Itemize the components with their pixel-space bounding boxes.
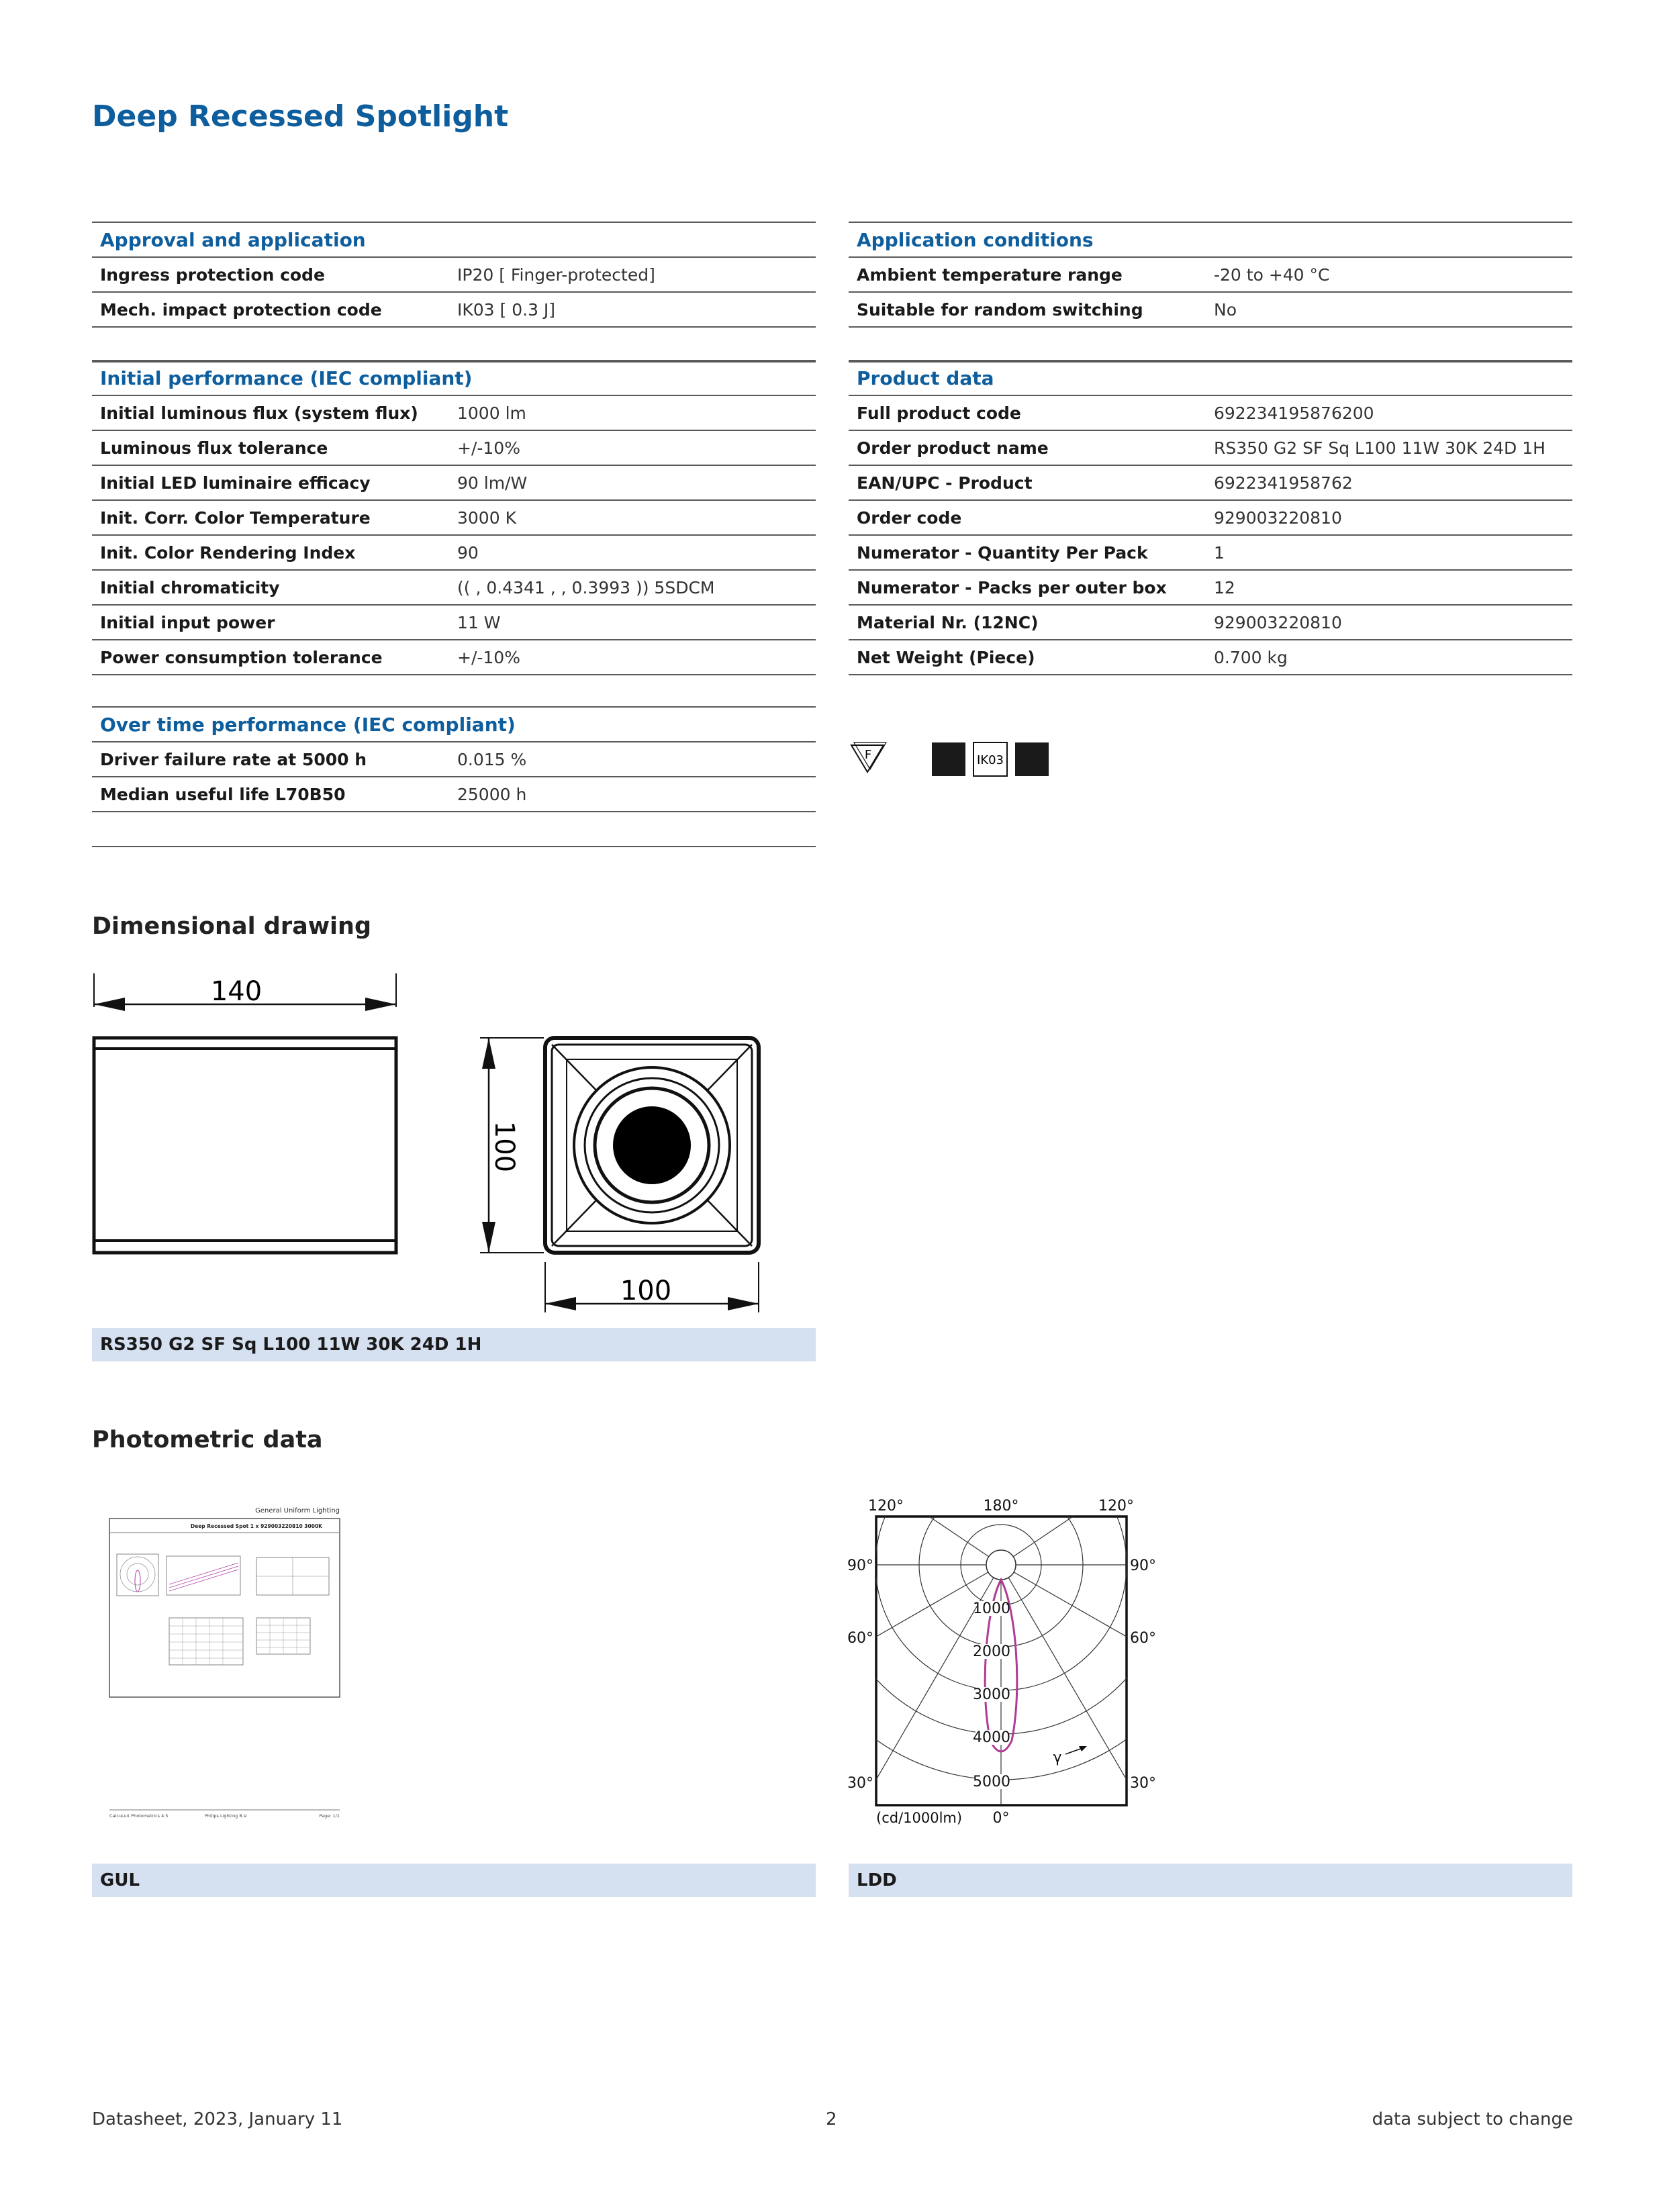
spec-value: No <box>1206 292 1572 327</box>
spec-key: Median useful life L70B50 <box>92 777 449 812</box>
spec-key: Initial chromaticity <box>92 570 449 605</box>
angle-label: 0° <box>992 1810 1010 1827</box>
conditions-table <box>849 222 1572 363</box>
spec-key: Numerator - Quantity Per Pack <box>849 535 1206 570</box>
certification-symbols <box>847 737 1062 780</box>
dimensional-heading: Dimensional drawing <box>92 913 372 940</box>
footer-date: Datasheet, 2023, January 11 <box>92 2109 343 2129</box>
depth-dimension-label: 100 <box>620 1276 672 1306</box>
gul-caption: GUL <box>92 1864 816 1897</box>
dimensional-caption: RS350 G2 SF Sq L100 11W 30K 24D 1H <box>92 1328 816 1361</box>
f-mark-icon <box>851 742 886 772</box>
spec-key: Full product code <box>849 395 1206 430</box>
ldd-caption: LDD <box>849 1864 1572 1897</box>
spec-key: Power consumption tolerance <box>92 640 449 675</box>
page-title: Deep Recessed Spotlight <box>92 99 509 134</box>
gul-footer-mid: Philips Lighting B.V. <box>205 1813 248 1819</box>
spec-value: +/-10% <box>449 640 816 675</box>
ring-label: 2000 <box>973 1643 1010 1660</box>
angle-label: 60° <box>1130 1630 1156 1647</box>
spec-value: 0.700 kg <box>1206 640 1572 675</box>
spec-key: Driver failure rate at 5000 h <box>92 742 449 777</box>
spec-key: Order code <box>849 500 1206 535</box>
gul-header-text: General Uniform Lighting <box>255 1507 340 1514</box>
spec-key: EAN/UPC - Product <box>849 465 1206 500</box>
spec-value: 929003220810 <box>1206 605 1572 640</box>
dimensional-drawing <box>87 973 772 1329</box>
spec-value: 1000 lm <box>449 395 816 430</box>
photometric-heading: Photometric data <box>92 1427 323 1453</box>
ik-rating-text: IK03 <box>976 753 1004 767</box>
approval-table <box>92 222 816 363</box>
spacer-row <box>92 812 816 847</box>
footer-page-number: 2 <box>826 2109 837 2129</box>
product-heading: Product data <box>849 360 1572 395</box>
spec-key: Luminous flux tolerance <box>92 430 449 465</box>
ring-label: 4000 <box>973 1729 1010 1746</box>
gul-footer-right: Page: 1/1 <box>319 1813 340 1819</box>
product-data-table <box>849 360 1572 675</box>
spec-value: 692234195876200 <box>1206 395 1572 430</box>
footer-disclaimer: data subject to change <box>1372 2109 1573 2129</box>
angle-label: 120° <box>868 1498 904 1514</box>
ring-label: 1000 <box>973 1600 1010 1617</box>
spec-value: 11 W <box>449 605 816 640</box>
angle-label: 30° <box>1130 1775 1156 1792</box>
spec-value: IP20 [ Finger-protected] <box>449 257 816 292</box>
ldd-polar-diagram <box>836 1487 1156 1836</box>
spec-key: Numerator - Packs per outer box <box>849 570 1206 605</box>
overtime-performance-table <box>92 706 816 847</box>
initial-performance-table <box>92 360 816 675</box>
angle-label: 180° <box>983 1498 1019 1514</box>
spec-key: Initial luminous flux (system flux) <box>92 395 449 430</box>
ring-label: 5000 <box>973 1774 1010 1790</box>
angle-label: 30° <box>847 1775 873 1792</box>
height-dimension-label: 100 <box>489 1120 520 1173</box>
gamma-label: γ <box>1053 1749 1062 1766</box>
spec-value: 25000 h <box>449 777 816 812</box>
spec-value: 90 lm/W <box>449 465 816 500</box>
spec-value: RS350 G2 SF Sq L100 11W 30K 24D 1H <box>1206 430 1572 465</box>
f-mark-text: F <box>864 748 872 762</box>
side-view <box>94 973 396 1253</box>
angle-label: 90° <box>847 1557 873 1574</box>
spec-key: Init. Corr. Color Temperature <box>92 500 449 535</box>
spacer-row <box>849 327 1572 362</box>
gul-title-text: Deep Recessed Spot 1 x 929003220810 3000K <box>190 1523 322 1529</box>
spec-value: 90 <box>449 535 816 570</box>
spec-key: Initial input power <box>92 605 449 640</box>
spec-key: Initial LED luminaire efficacy <box>92 465 449 500</box>
front-view <box>480 1038 759 1312</box>
spec-value: 6922341958762 <box>1206 465 1572 500</box>
spec-value: 0.015 % <box>449 742 816 777</box>
black-square-icon <box>1015 742 1049 776</box>
spec-value: 1 <box>1206 535 1572 570</box>
spec-value: 12 <box>1206 570 1572 605</box>
gul-thumbnail <box>107 1504 342 1819</box>
spec-key: Suitable for random switching <box>849 292 1206 327</box>
angle-label: 90° <box>1130 1557 1156 1574</box>
angle-label: 60° <box>847 1630 873 1647</box>
spec-key: Init. Color Rendering Index <box>92 535 449 570</box>
spec-value: (( , 0.4341 , , 0.3993 )) 5SDCM <box>449 570 816 605</box>
spacer-row <box>92 327 816 362</box>
black-square-icon <box>932 742 965 776</box>
spec-key: Ingress protection code <box>92 257 449 292</box>
spec-key: Net Weight (Piece) <box>849 640 1206 675</box>
spec-key: Mech. impact protection code <box>92 292 449 327</box>
spec-value: IK03 [ 0.3 J] <box>449 292 816 327</box>
approval-heading: Approval and application <box>92 222 816 257</box>
gul-footer-left: CalcuLuX Photometrics 4.5 <box>109 1813 169 1819</box>
overtime-heading: Over time performance (IEC compliant) <box>92 707 816 742</box>
initial-heading: Initial performance (IEC compliant) <box>92 360 816 395</box>
spec-value: +/-10% <box>449 430 816 465</box>
ring-label: 3000 <box>973 1686 1010 1703</box>
spec-value: 929003220810 <box>1206 500 1572 535</box>
spec-value: 3000 K <box>449 500 816 535</box>
angle-label: 120° <box>1098 1498 1134 1514</box>
spec-key: Order product name <box>849 430 1206 465</box>
spec-key: Ambient temperature range <box>849 257 1206 292</box>
ldd-unit-label: (cd/1000lm) <box>876 1810 963 1826</box>
width-dimension-label: 140 <box>210 976 263 1007</box>
spec-value: -20 to +40 °C <box>1206 257 1572 292</box>
conditions-heading: Application conditions <box>849 222 1572 257</box>
spec-key: Material Nr. (12NC) <box>849 605 1206 640</box>
